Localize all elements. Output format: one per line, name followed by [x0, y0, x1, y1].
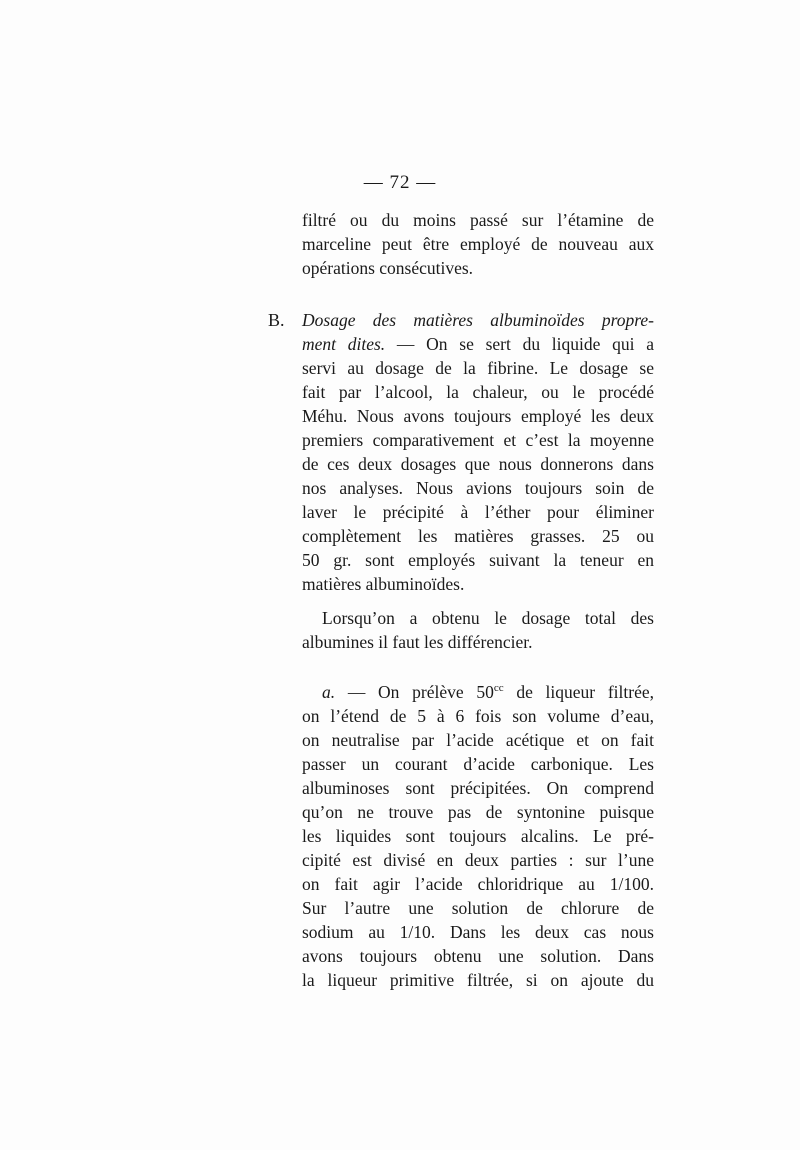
text-line: servi au dosage de la fibrine. Le dosage se	[302, 358, 654, 378]
section-letter: B.	[268, 310, 285, 330]
superscript-unit: cc	[493, 682, 504, 694]
text-line: marceline peut être employé de nouveau aux	[302, 234, 654, 254]
section-title	[302, 308, 654, 332]
text-line: sodium au 1/10. Dans les deux cas nous	[302, 922, 654, 942]
text-line: albumines il faut les différencier.	[302, 632, 533, 652]
text-line: albuminoses sont précipitées. On comprend	[302, 778, 654, 798]
text-line	[302, 332, 654, 356]
text-line: Lorsqu’on a obtenu le dosage total des	[322, 608, 654, 628]
text-line: les liquides sont toujours alcalins. Le pré-	[302, 826, 654, 846]
text-line: premiers comparativement et c’est la moyenne	[302, 430, 654, 450]
text-line: Sur l’autre une solution de chlorure de	[302, 898, 654, 918]
text-line: on l’étend de 5 à 6 fois son volume d’eau,	[302, 706, 654, 726]
text-fragment: de liqueur filtrée,	[503, 682, 654, 702]
page-number: — 72 —	[363, 172, 437, 193]
text-line: de ces deux dosages que nous donnerons dans	[302, 454, 654, 474]
text-line: opérations consécutives.	[302, 258, 474, 278]
paragraph-continuation	[302, 208, 654, 280]
section-b-paragraph	[302, 308, 654, 596]
text-line: 50 gr. sont employés suivant la teneur en	[302, 550, 654, 570]
text-line	[302, 680, 654, 704]
text-line: passer un courant d’acide carbonique. Les	[302, 754, 654, 774]
text-line: cipité est divisé en deux parties : sur l’une	[302, 850, 654, 870]
item-letter: a.	[322, 682, 336, 702]
text-line: Méhu. Nous avons toujours employé les deux	[302, 406, 654, 426]
text-line: matières albuminoïdes.	[302, 574, 465, 594]
text-line: on neutralise par l’acide acétique et on fait	[302, 730, 654, 750]
text-line: nos analyses. Nous avions toujours soin de	[302, 478, 654, 498]
text-fragment: — On se sert du liquide qui a	[385, 334, 655, 354]
text-line: on fait agir l’acide chloridrique au 1/100.	[302, 874, 654, 894]
text-fragment: — On prélève 50	[335, 682, 494, 702]
paragraph-lorsquon	[302, 606, 654, 654]
paragraph-a	[302, 680, 654, 992]
text-line: complètement les matières grasses. 25 ou	[302, 526, 654, 546]
text-line: laver le précipité à l’éther pour éliminer	[302, 502, 654, 522]
text-line: fait par l’alcool, la chaleur, ou le procédé	[302, 382, 654, 402]
text-line: qu’on ne trouve pas de syntonine puisque	[302, 802, 654, 822]
section-title-part2: ment dites.	[302, 334, 386, 354]
section-title-part1: Dosage des matières albuminoïdes propre-	[302, 310, 654, 330]
text-line: la liqueur primitive filtrée, si on ajoute du	[302, 970, 654, 990]
text-line: avons toujours obtenu une solution. Dans	[302, 946, 654, 966]
text-line: filtré ou du moins passé sur l’étamine de	[302, 210, 654, 230]
